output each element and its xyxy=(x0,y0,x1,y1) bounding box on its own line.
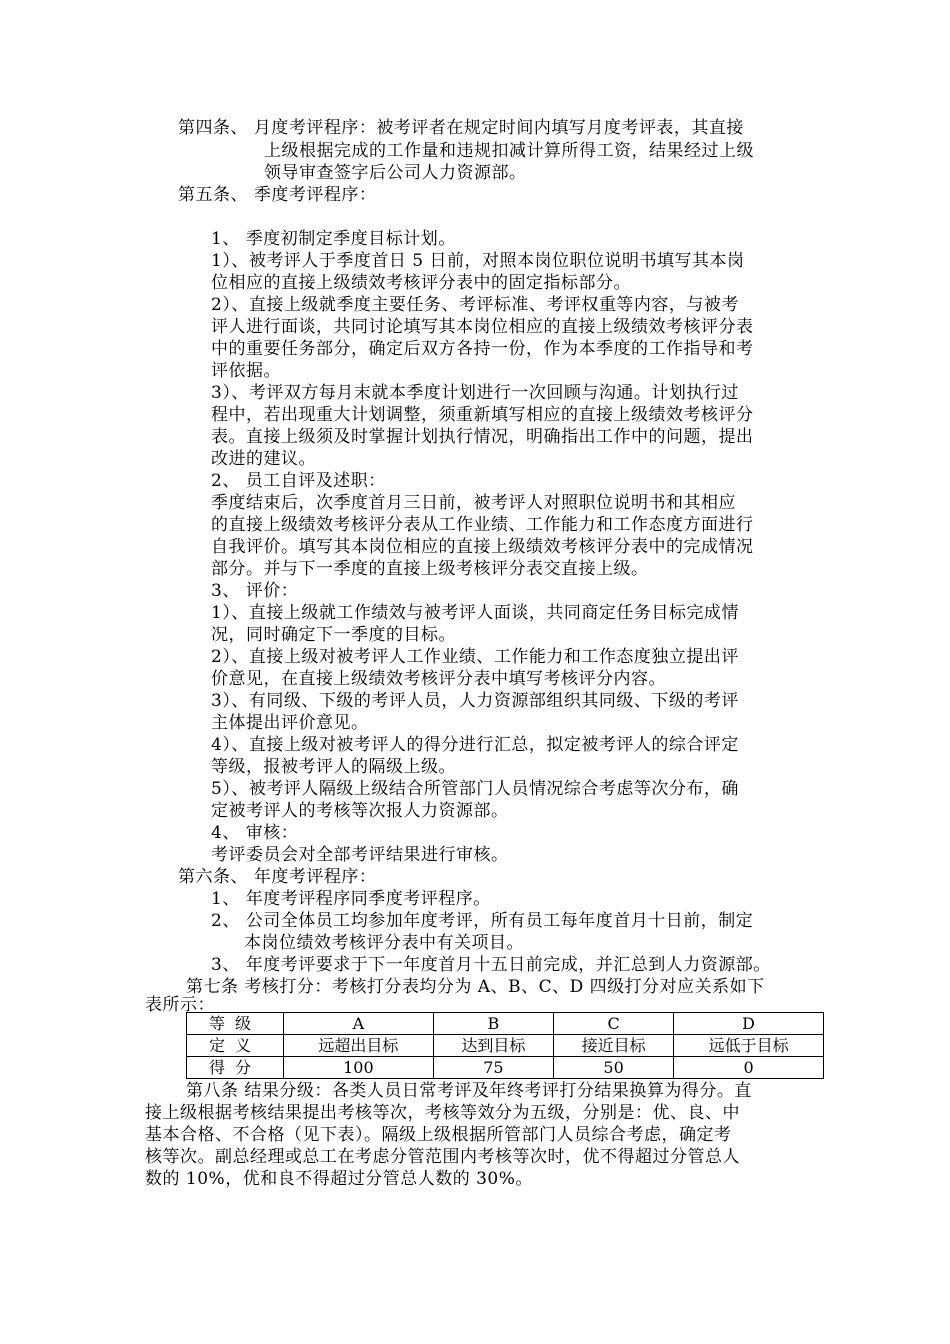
text-line: 评依据。 xyxy=(211,361,281,381)
text-line: 3）、有同级、下级的考评人员，人力资源部组织其同级、下级的考评 xyxy=(211,691,739,711)
text-line: 自我评价。填写其本岗位相应的直接上级绩效考核评分表中的完成情况 xyxy=(211,537,754,557)
text-line: 1、 年度考评程序同季度考评程序。 xyxy=(211,889,491,909)
text-line: 主体提出评价意见。 xyxy=(211,713,369,733)
text-line: 本岗位绩效考核评分表中有关项目。 xyxy=(244,933,524,953)
text-line: 基本合格、不合格（见下表）。隔级上级根据所管部门人员综合考虑，确定考 xyxy=(145,1125,732,1145)
text-line: 定被考评人的考核等次报人力资源部。 xyxy=(211,801,509,821)
text-line: 2、 员工自评及述职： xyxy=(211,471,386,491)
text-line: 核等次。副总经理或总工在考虑分管范围内考核等次时，优不得超过分管总人 xyxy=(145,1147,740,1167)
text-line: 第四条、 月度考评程序：被考评者在规定时间内填写月度考评表，其直接 xyxy=(178,118,744,138)
text-line: 3、 评价： xyxy=(211,581,299,601)
table-cell: 0 xyxy=(674,1057,824,1079)
table-row xyxy=(187,1035,824,1057)
text-line: 位相应的直接上级绩效考核评分表中的固定指标部分。 xyxy=(211,273,631,293)
text-line: 第七条 考核打分：考核打分表均分为 A、B、C、D 四级打分对应关系如下 xyxy=(186,977,765,997)
table-cell: 75 xyxy=(433,1057,553,1079)
table-cell: B xyxy=(433,1013,553,1035)
text-line: 接上级根据考核结果提出考核等次，考核等效分为五级，分别是：优、良、中 xyxy=(145,1103,740,1123)
text-line: 数的 10%，优和良不得超过分管总人数的 30%。 xyxy=(145,1169,533,1189)
text-line: 改进的建议。 xyxy=(211,449,316,469)
table-cell: 远超出目标 xyxy=(284,1035,434,1057)
text-line: 季度结束后，次季度首月三日前，被考评人对照职位说明书和其相应 xyxy=(211,493,736,513)
text-line: 表。直接上级须及时掌握计划执行情况，明确指出工作中的问题，提出 xyxy=(211,427,754,447)
text-line: 2）、直接上级就季度主要任务、考评标准、考评权重等内容，与被考 xyxy=(211,295,739,315)
text-line: 1）、被考评人于季度首日 5 日前，对照本岗位职位说明书填写其本岗 xyxy=(211,251,745,271)
text-line: 表所示： xyxy=(145,995,215,1015)
text-line: 第八条 结果分级：各类人员日常考评及年终考评打分结果换算为得分。直 xyxy=(186,1081,752,1101)
text-line: 领导审查签字后公司人力资源部。 xyxy=(264,163,527,183)
text-line: 的直接上级绩效考核评分表从工作业绩、工作能力和工作态度方面进行 xyxy=(211,515,754,535)
text-line: 上级根据完成的工作量和违规扣减计算所得工资，结果经过上级 xyxy=(264,141,754,161)
text-line: 4）、直接上级对被考评人的得分进行汇总，拟定被考评人的综合评定 xyxy=(211,735,739,755)
text-line: 程中，若出现重大计划调整，须重新填写相应的直接上级绩效考核评分 xyxy=(211,405,754,425)
table-cell: C xyxy=(553,1013,673,1035)
grade-table xyxy=(186,1012,824,1079)
table-cell: 得分 xyxy=(187,1057,284,1079)
table-cell: 达到目标 xyxy=(433,1035,553,1057)
text-line: 价意见，在直接上级绩效考核评分表中填写考核评分内容。 xyxy=(211,669,666,689)
table-cell: D xyxy=(674,1013,824,1035)
text-line: 评人进行面谈，共同讨论填写其本岗位相应的直接上级绩效考核评分表 xyxy=(211,317,754,337)
text-line: 3、 年度考评要求于下一年度首月十五日前完成，并汇总到人力资源部。 xyxy=(211,955,771,975)
text-line: 3）、考评双方每月末就本季度计划进行一次回顾与沟通。计划执行过 xyxy=(211,383,739,403)
table-cell: 100 xyxy=(284,1057,434,1079)
text-line: 5）、被考评人隔级上级结合所管部门人员情况综合考虑等次分布，确 xyxy=(211,779,739,799)
table-row xyxy=(187,1013,824,1035)
table-row xyxy=(187,1057,824,1079)
text-line: 2、 公司全体员工均参加年度考评，所有员工每年度首月十日前，制定 xyxy=(211,911,754,931)
table-cell: 接近目标 xyxy=(553,1035,673,1057)
text-line: 第六条、 年度考评程序： xyxy=(178,867,377,887)
text-line: 考评委员会对全部考评结果进行审核。 xyxy=(211,845,509,865)
table-cell: A xyxy=(284,1013,434,1035)
table-cell: 定义 xyxy=(187,1035,284,1057)
table-cell: 远低于目标 xyxy=(674,1035,824,1057)
text-line: 4、 审核： xyxy=(211,823,299,843)
text-line: 2）、直接上级对被考评人工作业绩、工作能力和工作态度独立提出评 xyxy=(211,647,739,667)
text-line: 中的重要任务部分，确定后双方各持一份，作为本季度的工作指导和考 xyxy=(211,339,754,359)
table-cell: 50 xyxy=(553,1057,673,1079)
text-line: 第五条、 季度考评程序： xyxy=(178,185,377,205)
text-line: 况，同时确定下一季度的目标。 xyxy=(211,625,456,645)
text-line: 1）、直接上级就工作绩效与被考评人面谈，共同商定任务目标完成情 xyxy=(211,603,739,623)
table-cell: 等级 xyxy=(187,1013,284,1035)
text-line: 部分。并与下一季度的直接上级考核评分表交直接上级。 xyxy=(211,559,649,579)
text-line: 等级，报被考评人的隔级上级。 xyxy=(211,757,456,777)
text-line: 1、 季度初制定季度目标计划。 xyxy=(211,229,456,249)
